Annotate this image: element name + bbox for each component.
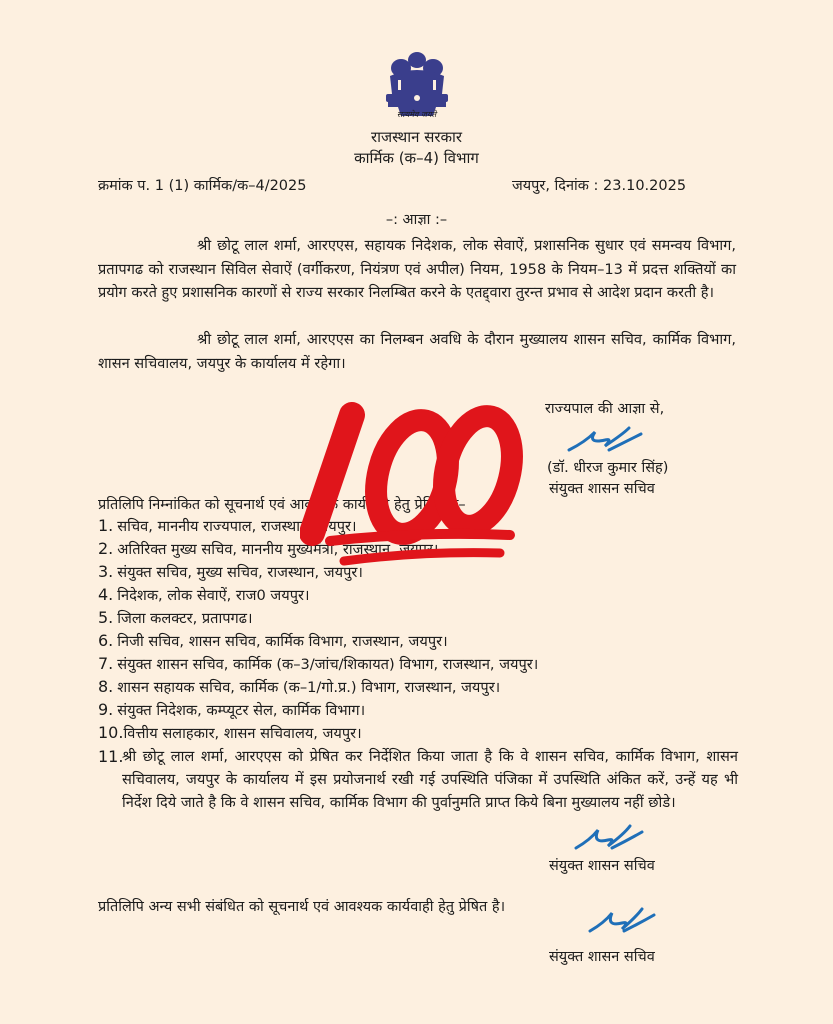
list-item: 4. निदेशक, लोक सेवाऐं, राज0 जयपुर। <box>98 585 310 604</box>
list-item: 8. शासन सहायक सचिव, कार्मिक (क–1/गो.प्र.) विभाग, राजस्थान, जयपुर। <box>98 677 501 696</box>
list-item: 7. संयुक्त शासन सचिव, कार्मिक (क–3/जांच/शिकायत) विभाग, राजस्थान, जयपुर। <box>98 654 539 673</box>
signatory-designation: संयुक्त शासन सचिव <box>549 949 655 965</box>
by-order-text: राज्यपाल की आज्ञा से, <box>545 401 665 417</box>
signatory-name: (डॉ. धीरज कुमार सिंह) <box>547 460 669 476</box>
list-item: 1. सचिव, माननीय राज्यपाल, राजस्थान, जयपुर। <box>98 516 357 535</box>
list-item: 6. निजी सचिव, शासन सचिव, कार्मिक विभाग, राजस्थान, जयपुर। <box>98 631 448 650</box>
copy-to-heading: प्रतिलिपि निम्नांकित को सूचनार्थ एवं आवश्यक कार्यवाही हेतु प्रेषित हैः– <box>98 497 466 513</box>
department-name: कार्मिक (क–4) विभाग <box>354 149 479 167</box>
list-item: 9. संयुक्त निदेशक, कम्प्यूटर सेल, कार्मिक विभाग। <box>98 700 366 719</box>
place-date: जयपुर, दिनांक : 23.10.2025 <box>512 178 687 194</box>
order-paragraph-1: श्री छोटू लाल शर्मा, आरएएस, सहायक निदेशक, लोक सेवाऐं, प्रशासनिक सुधार एवं समन्वय विभाग, प्रतापगढ को राजस्थान सिविल सेवाऐं (वर्गीकरण, नियंत्रण एवं अपील) नियम, 1958 के नियम–13 में प्रदत्त शक्तियों का प्रयोग करते हुए प्रशासनिक कारणों से राज्य सरकार निलम्बित करने के एतद्द्वारा तुरन्त प्रभाव से आदेश प्रदान करती है। <box>98 237 736 301</box>
list-item: 3. संयुक्त सचिव, मुख्य सचिव, राजस्थान, जयपुर। <box>98 562 363 581</box>
signature-icon <box>586 903 656 937</box>
hundred-points-icon <box>300 393 525 573</box>
list-item: 5. जिला कलक्टर, प्रतापगढ। <box>98 608 253 627</box>
order-title: –: आज्ञा :– <box>385 212 448 228</box>
signatory-designation: संयुक्त शासन सचिव <box>549 481 655 497</box>
order-number: क्रमांक प. 1 (1) कार्मिक/क–4/2025 <box>98 178 307 194</box>
list-item: 2. अतिरिक्त मुख्य सचिव, माननीय मुख्यमंत्री, राजस्थान, जयपुर। <box>98 539 439 558</box>
emblem-motto: सत्यमेव जयते <box>396 110 437 119</box>
government-name: राजस्थान सरकार <box>370 128 463 146</box>
signatory-designation: संयुक्त शासन सचिव <box>549 858 655 874</box>
list-item: 10.वित्तीय सलाहकार, शासन सचिवालय, जयपुर। <box>98 723 362 742</box>
copy-to-others: प्रतिलिपि अन्य सभी संबंधित को सूचनार्थ एवं आवश्यक कार्यवाही हेतु प्रेषित है। <box>98 899 506 915</box>
signature-icon <box>572 820 644 854</box>
list-item: 11. श्री छोटू लाल शर्मा, आरएएस को प्रेषित कर निर्देशित किया जाता है कि वे शासन सचिव, कार्मिक विभाग, शासन सचिवालय, जयपुर के कार्यालय में इस प्रयोजनार्थ रखी गई उपस्थिति पंजिका में उपस्थिति अंकित करें, उन्हें यह भी निर्देश दिये जाते है कि वे शासन सचिव, कार्मिक विभाग की पुर्वानुमति प्राप्त किये बिना मुख्यालय नहीं छोडे। <box>98 747 738 811</box>
signature-icon <box>565 420 645 456</box>
order-paragraph-2: श्री छोटू लाल शर्मा, आरएएस का निलम्बन अवधि के दौरान मुख्यालय शासन सचिव, कार्मिक विभाग, शासन सचिवालय, जयपुर के कार्यालय में रहेगा। <box>98 331 736 372</box>
